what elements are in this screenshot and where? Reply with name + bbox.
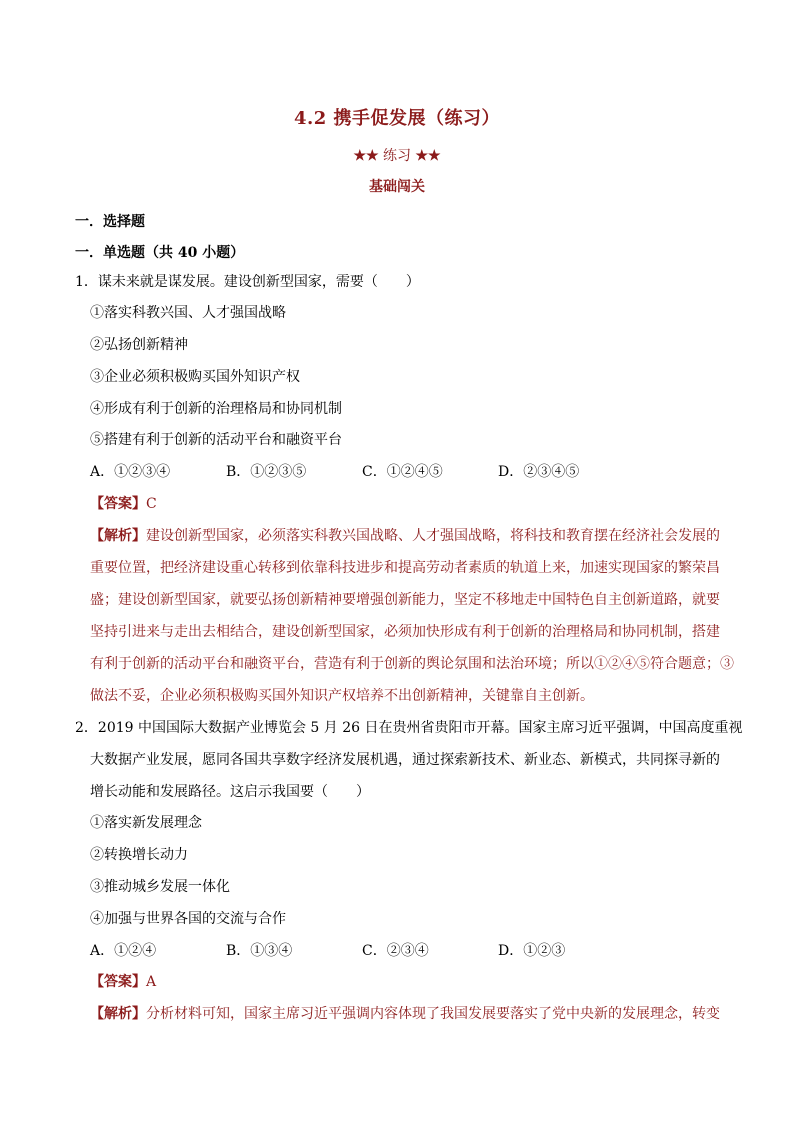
choice-b: B．①③④ [226, 943, 293, 959]
question-1-analysis-line: 盛；建设创新型国家，就要弘扬创新精神要增强创新能力，坚定不移地走中国特色自主创新道路，就要 [90, 592, 720, 608]
subpart-heading: 一．单选题（共 40 小题） [75, 245, 245, 261]
question-1-item: ④形成有利于创新的治理格局和协同机制 [90, 401, 342, 417]
question-2-analysis-line [90, 1004, 720, 1024]
question-1-item: ①落实科教兴国、人才强国战略 [90, 305, 286, 321]
question-1-analysis-line: 重要位置，把经济建设重心转移到依靠科技进步和提高劳动者素质的轨道上来，加速实现国家的繁荣昌 [90, 560, 720, 576]
exercise-subtitle [0, 145, 794, 165]
answer-label: 【答案】 [90, 496, 146, 512]
question-2-item: ③推动城乡发展一体化 [90, 879, 230, 895]
question-1-answer [90, 494, 157, 514]
answer-label: 【答案】 [90, 974, 146, 990]
question-1-stem: 1．谋未来就是谋发展。建设创新型国家，需要（ ） [75, 274, 420, 290]
question-1-item: ③企业必须积极购买国外知识产权 [90, 369, 300, 385]
choice-d: D．①②③ [498, 943, 566, 959]
stars-left: ★★ [353, 148, 379, 164]
question-1-item: ②弘扬创新精神 [90, 337, 188, 353]
question-2-item: ④加强与世界各国的交流与合作 [90, 911, 286, 927]
choice-b: B．①②③⑤ [226, 464, 307, 480]
choice-a: A．①②③④ [90, 464, 171, 480]
answer-value: C [146, 496, 157, 512]
section-heading: 基础闯关 [369, 179, 425, 195]
question-1-item: ⑤搭建有利于创新的活动平台和融资平台 [90, 432, 342, 448]
part-heading: 一．选择题 [75, 214, 145, 230]
choice-a: A．①②④ [90, 943, 157, 959]
page-title: 4.2 携手促发展（练习） [293, 108, 501, 129]
choice-c: C．②③④ [362, 943, 429, 959]
analysis-label: 【解析】 [90, 1006, 146, 1022]
analysis-label: 【解析】 [90, 528, 146, 544]
question-2-item: ②转换增长动力 [90, 847, 188, 863]
analysis-text: 分析材料可知，国家主席习近平强调内容体现了我国发展要落实了党中央新的发展理念，转变 [146, 1006, 720, 1022]
question-2-stem: 2．2019 中国国际大数据产业博览会 5 月 26 日在贵州省贵阳市开幕。国家主席习近平强调，中国高度重视 [75, 720, 743, 736]
analysis-text: 建设创新型国家，必须落实科教兴国战略、人才强国战略，将科技和教育摆在经济社会发展的 [146, 528, 720, 544]
answer-value: A [146, 974, 157, 990]
question-2-stem: 大数据产业发展，愿同各国共享数字经济发展机遇，通过探索新技术、新业态、新模式，共同探寻新的 [90, 752, 720, 768]
question-1-analysis-line: 有利于创新的活动平台和融资平台，营造有利于创新的舆论氛围和法治环境；所以①②④⑤符合题意；③ [90, 656, 734, 672]
question-1-choices [90, 462, 634, 482]
question-2-item: ①落实新发展理念 [90, 815, 202, 831]
choice-d: D．②③④⑤ [498, 464, 580, 480]
choice-c: C．①②④⑤ [362, 464, 443, 480]
stars-right: ★★ [415, 148, 441, 164]
question-1-analysis-line [90, 526, 720, 546]
question-2-stem: 增长动能和发展路径。这启示我国要（ ） [90, 784, 370, 800]
question-2-answer [90, 972, 156, 992]
question-1-analysis-line: 坚持引进来与走出去相结合，建设创新型国家，必须加快形成有利于创新的治理格局和协同机制，搭建 [90, 624, 720, 640]
question-1-analysis-line: 做法不妥，企业必须积极购买国外知识产权培养不出创新精神，关键靠自主创新。 [90, 688, 594, 704]
question-2-choices [90, 941, 634, 961]
subtitle-text: 练习 [383, 148, 411, 164]
